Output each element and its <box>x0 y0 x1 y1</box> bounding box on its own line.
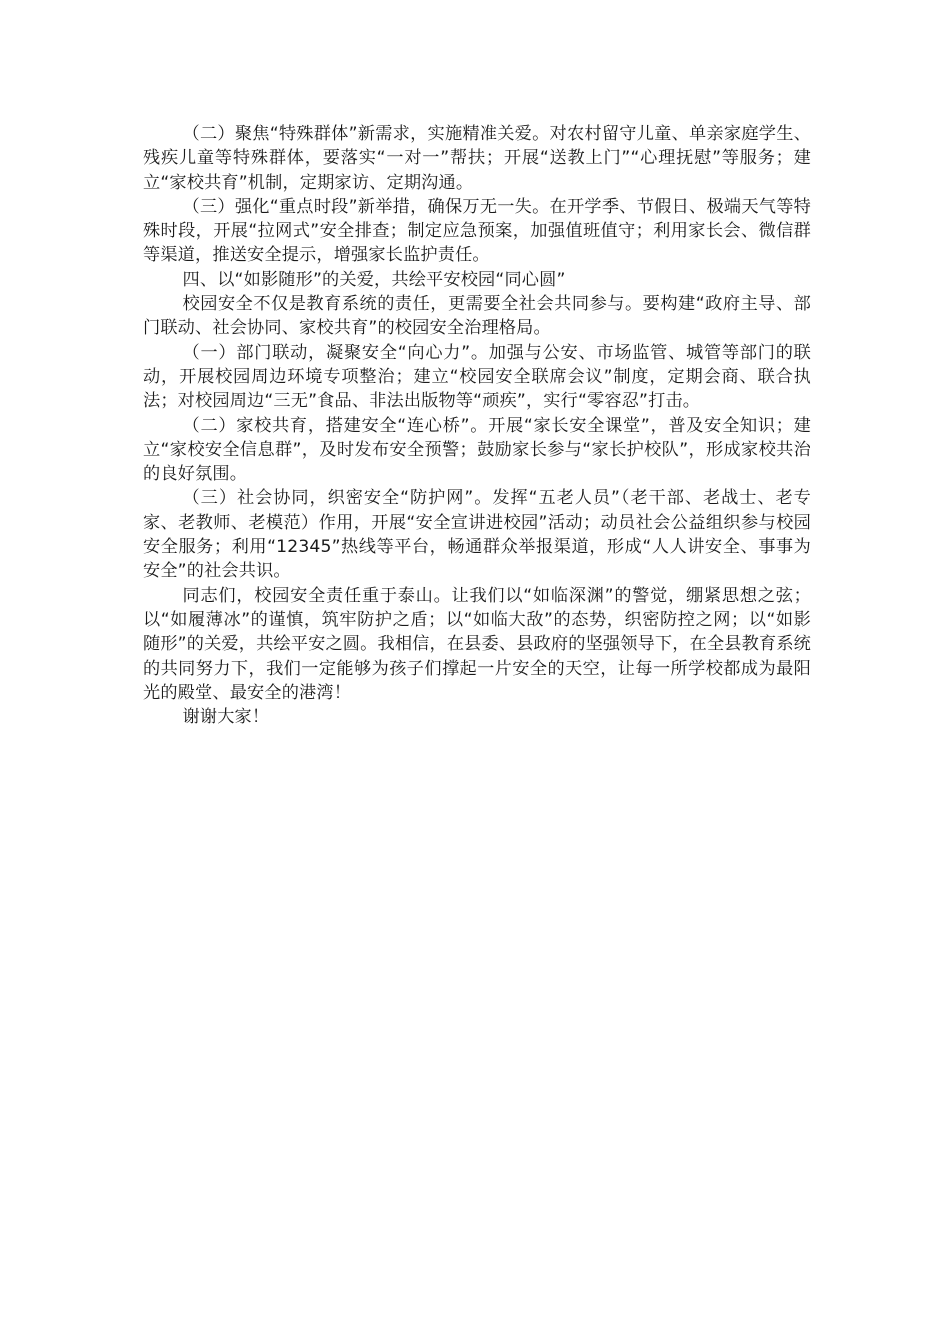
paragraph-social-cooperation: （三）社会协同，织密安全“防护网”。发挥“五老人员”（老干部、老战士、老专家、老教师、老模范）作用，开展“安全宣讲进校园”活动；动员社会公益组织参与校园安全服务；利用“12345”热线等平台，畅通群众举报渠道，形成“人人讲安全、事事为安全”的社会共识。 <box>143 488 811 582</box>
paragraph-thanks: 谢谢大家！ <box>182 707 270 728</box>
paragraph-key-periods: （三）强化“重点时段”新举措，确保万无一失。在开学季、节假日、极端天气等特殊时段，开展“拉网式”安全排查；制定应急预案，加强值班值守；利用家长会、微信群等渠道，推送安全提示，增强家长监护责任。 <box>143 196 811 266</box>
document-body <box>143 122 811 729</box>
section-heading-four: 四、以“如影随形”的关爱，共绘平安校园“同心圆” <box>182 269 566 290</box>
paragraph-home-school: （二）家校共育，搭建安全“连心桥”。开展“家长安全课堂”，普及安全知识；建立“家校安全信息群”，及时发布安全预警；鼓励家长参与“家长护校队”，形成家校共治的良好氛围。 <box>143 415 811 485</box>
paragraph-department-linkage: （一）部门联动，凝聚安全“向心力”。加强与公安、市场监管、城管等部门的联动，开展校园周边环境专项整治；建立“校园安全联席会议”制度，定期会商、联合执法；对校园周边“三无”食品、非法出版物等“顽疾”，实行“零容忍”打击。 <box>143 342 811 412</box>
paragraph-society-participation: 校园安全不仅是教育系统的责任，更需要全社会共同参与。要构建“政府主导、部门联动、社会协同、家校共育”的校园安全治理格局。 <box>143 294 811 339</box>
paragraph-closing: 同志们，校园安全责任重于泰山。让我们以“如临深渊”的警觉，绷紧思想之弦；以“如履薄冰”的谨慎，筑牢防护之盾；以“如临大敌”的态势，织密防控之网；以“如影随形”的关爱，共绘平安之圆。我相信，在县委、县政府的坚强领导下，在全县教育系统的共同努力下，我们一定能够为孩子们撑起一片安全的天空，让每一所学校都成为最阳光的殿堂、最安全的港湾！ <box>143 585 811 703</box>
paragraph-special-groups: （二）聚焦“特殊群体”新需求，实施精准关爱。对农村留守儿童、单亲家庭学生、残疾儿童等特殊群体，要落实“一对一”帮扶；开展“送教上门”“心理抚慰”等服务；建立“家校共育”机制，定期家访、定期沟通。 <box>143 124 811 193</box>
